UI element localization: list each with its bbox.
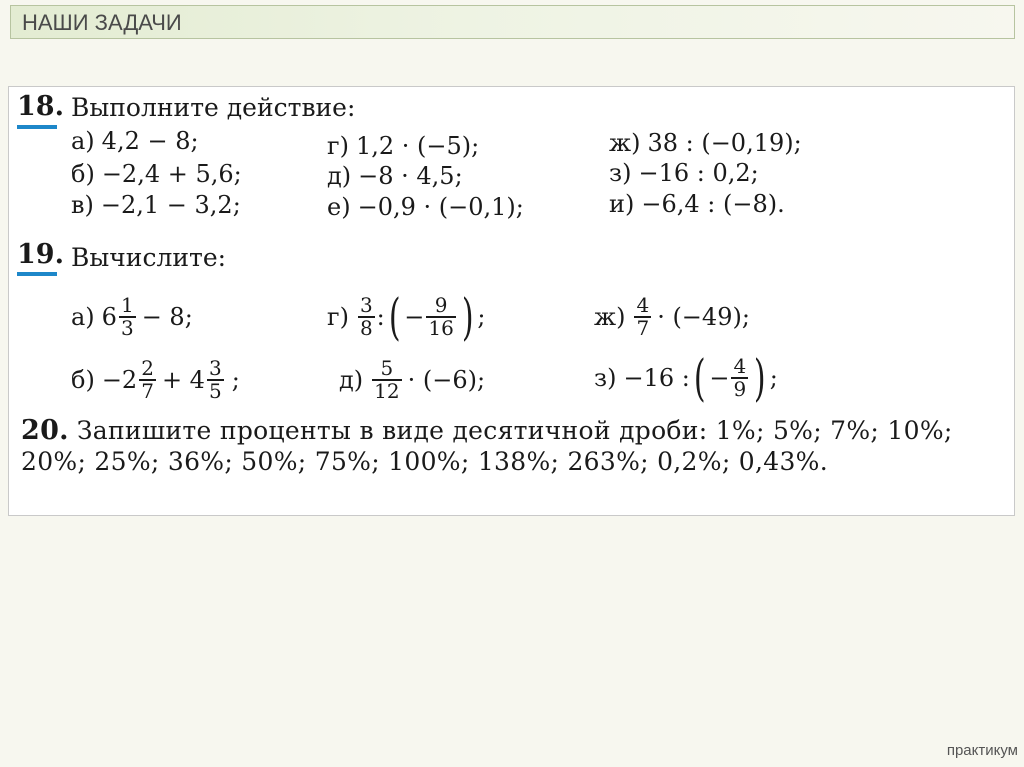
fraction: $\frac{5}{12}$ — [374, 356, 400, 403]
task-20-number: 20. — [21, 415, 69, 446]
header-bar — [10, 5, 1015, 39]
task-19-item-b: б) −2 $\frac{2}{7}$ + 4 $\frac{3}{5}$ ; — [71, 356, 240, 403]
task-18-title: Выполните действие: — [71, 93, 356, 122]
page-title: НАШИ ЗАДАЧИ — [22, 10, 182, 35]
task-18-item-b: б) −2,4 + 5,6; — [71, 160, 242, 188]
task-19-item-a: а) 6 $\frac{1}{3}$ − 8; — [71, 293, 193, 340]
tasks-card — [8, 86, 1015, 516]
task-19-item-zh: ж) $\frac{4}{7}$ · (−49); — [594, 293, 750, 340]
task-19-number: 19. — [17, 239, 64, 270]
right-paren-glyph: ) — [461, 288, 474, 346]
task-18-item-i: и) −6,4 : (−8). — [609, 190, 785, 218]
task-18-item-e: е) −0,9 · (−0,1); — [327, 193, 524, 221]
task-18-item-z: з) −16 : 0,2; — [609, 159, 759, 187]
task-19-item-z: з) −16 : ( − $\frac{4}{9}$ ) ; — [594, 349, 778, 407]
task-20 — [21, 415, 1006, 477]
fraction: $\frac{9}{16}$ — [428, 293, 454, 340]
task-19-item-g: г) $\frac{3}{8}$ : ( − $\frac{9}{16}$ ) ; — [327, 288, 486, 346]
task-19-underline — [17, 272, 57, 276]
fraction: $\frac{3}{8}$ — [359, 293, 373, 340]
task-19-item-d: д) $\frac{5}{12}$ · (−6); — [339, 356, 486, 403]
task-20-text: Запишите проценты в виде десятичной дроби: 1%; 5%; 7%; 10%; 20%; 25%; 36%; 50%; 75%; 100%; 138%; 263%; 0,2%; 0,43%. — [21, 416, 953, 476]
fraction: $\frac{4}{9}$ — [733, 354, 747, 401]
fraction: $\frac{2}{7}$ — [141, 356, 154, 403]
task-18-item-zh: ж) 38 : (−0,19); — [609, 129, 802, 157]
footer-label: практикум — [946, 742, 1018, 759]
task-18-item-v: в) −2,1 − 3,2; — [71, 191, 241, 219]
task-18-item-g: г) 1,2 · (−5); — [327, 132, 480, 160]
fraction: $\frac{1}{3}$ — [120, 293, 134, 340]
task-19-title: Вычислите: — [71, 243, 227, 272]
fraction: $\frac{4}{7}$ — [636, 293, 650, 340]
task-18-item-a: а) 4,2 − 8; — [71, 127, 199, 155]
left-paren-glyph: ( — [693, 349, 706, 407]
left-paren-glyph: ( — [388, 288, 401, 346]
task-18-number: 18. — [17, 91, 64, 122]
right-paren-glyph: ) — [754, 349, 766, 407]
task-18-underline — [17, 125, 57, 129]
fraction: $\frac{3}{5}$ — [208, 356, 222, 403]
task-18-item-d: д) −8 · 4,5; — [327, 162, 463, 190]
